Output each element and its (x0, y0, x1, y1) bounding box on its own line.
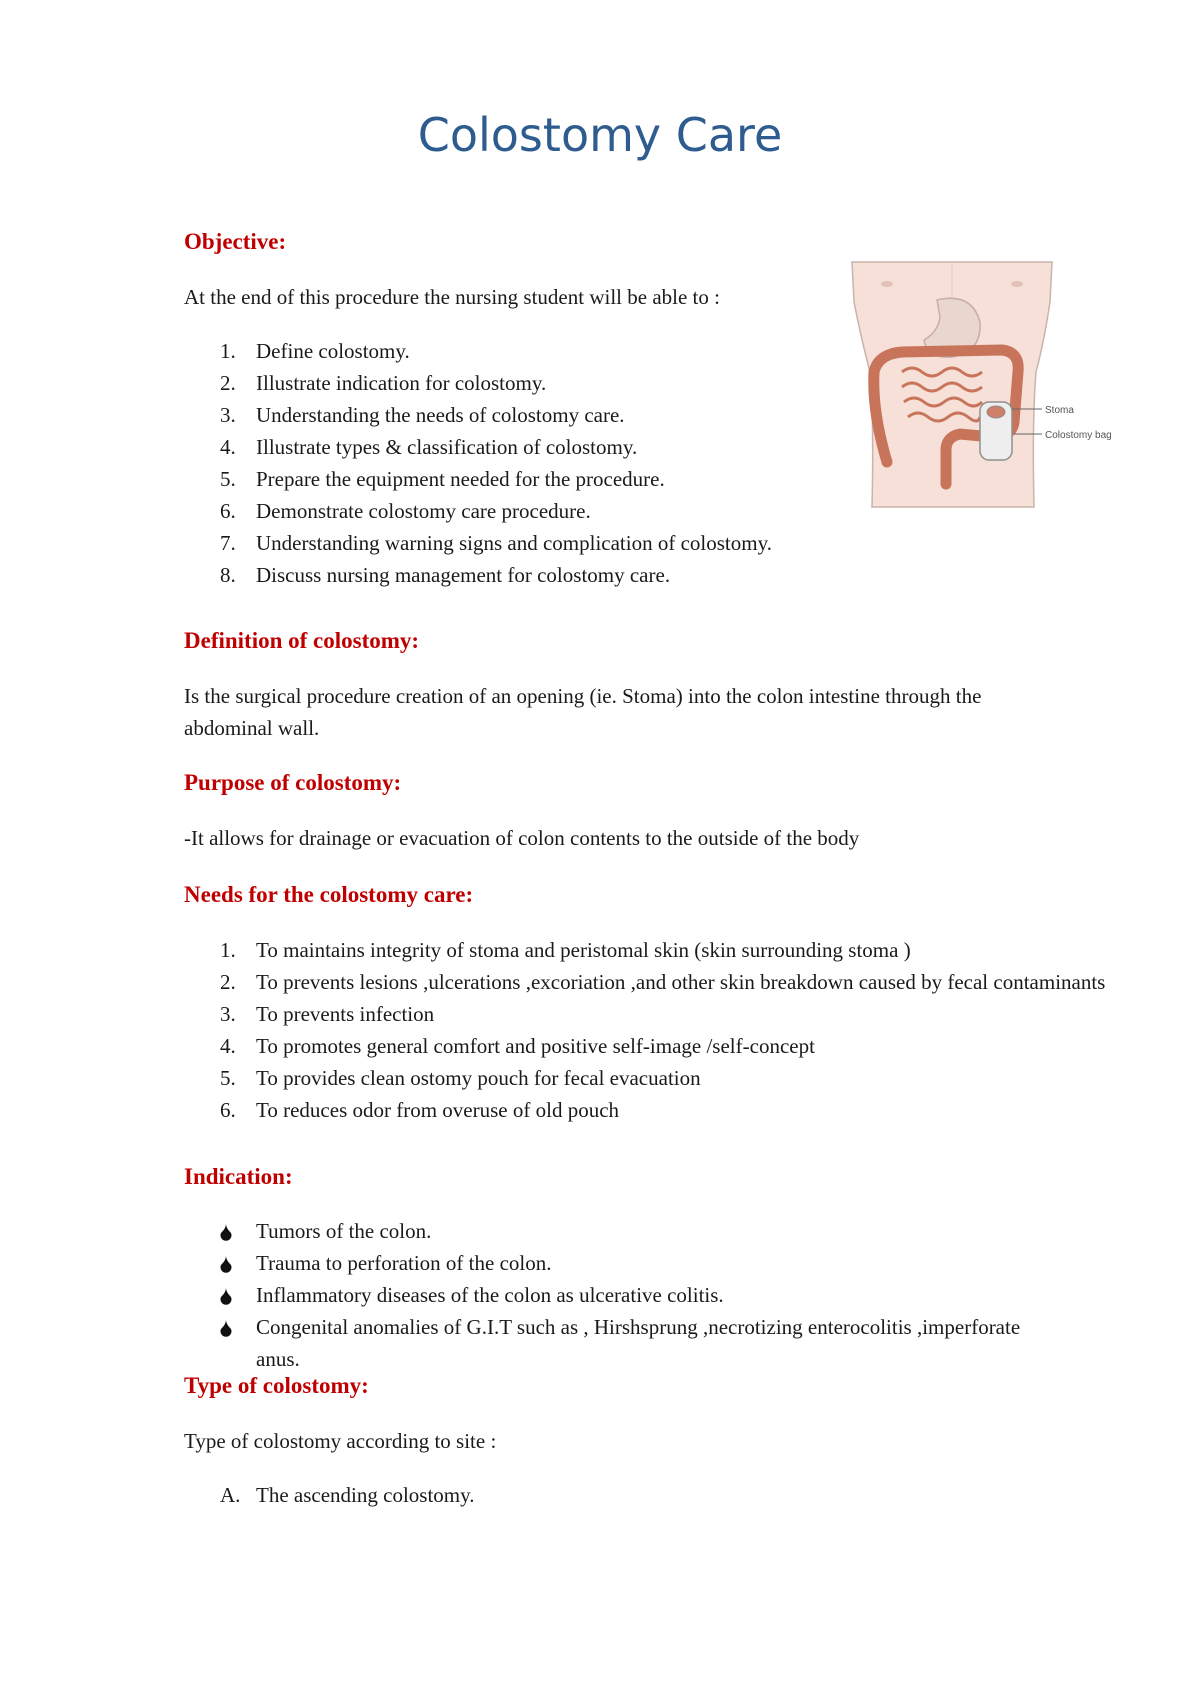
objective-list (184, 335, 772, 591)
list-item: 7. Understanding warning signs and complication of colostomy. (220, 531, 772, 555)
needs-list (184, 934, 1106, 1126)
type-intro: Type of colostomy according to site : (184, 1429, 497, 1453)
definition-heading: Definition of colostomy: (184, 628, 420, 653)
purpose-text: -It allows for drainage or evacuation of colon contents to the outside of the body (184, 826, 860, 850)
list-item: 2. Illustrate indication for colostomy. (220, 371, 547, 395)
list-item: Congenital anomalies of G.I.T such as , Hirshsprung ,necrotizing enterocolitis ,imperforate anus. (184, 1311, 1054, 1375)
stoma-shape (987, 406, 1005, 418)
colostomy-illustration (842, 262, 1112, 507)
indication-list (184, 1215, 1054, 1375)
drop-bullet-icon (219, 1224, 233, 1240)
type-heading: Type of colostomy: (184, 1373, 369, 1398)
list-item: 5. Prepare the equipment needed for the procedure. (220, 467, 665, 491)
drop-bullet-icon (219, 1288, 233, 1304)
navel-right (1011, 281, 1023, 287)
list-item: 2. To prevents lesions ,ulcerations ,excoriation ,and other skin breakdown caused by fecal contaminants (220, 970, 1106, 994)
objective-heading: Objective: (184, 229, 287, 254)
colostomy-bag-label: Colostomy bag (1045, 430, 1112, 441)
list-item: 1. Define colostomy. (220, 339, 410, 363)
indication-heading: Indication: (184, 1164, 293, 1189)
stoma-label: Stoma (1045, 405, 1074, 416)
list-item: 6. Demonstrate colostomy care procedure. (220, 499, 591, 523)
needs-heading: Needs for the colostomy care: (184, 882, 474, 907)
page-title: Colostomy Care (417, 108, 783, 162)
list-item: 1. To maintains integrity of stoma and peristomal skin (skin surrounding stoma ) (220, 938, 911, 962)
list-item: 4. Illustrate types & classification of colostomy. (220, 435, 638, 459)
list-item: Inflammatory diseases of the colon as ulcerative colitis. (184, 1279, 1054, 1311)
list-item: A. The ascending colostomy. (220, 1483, 475, 1507)
list-item: 5. To provides clean ostomy pouch for fecal evacuation (220, 1066, 701, 1090)
list-item: Trauma to perforation of the colon. (184, 1247, 1054, 1279)
list-item: Tumors of the colon. (184, 1215, 1054, 1247)
purpose-heading: Purpose of colostomy: (184, 770, 402, 795)
list-item: 3. Understanding the needs of colostomy care. (220, 403, 625, 427)
navel (881, 281, 893, 287)
list-item: 4. To promotes general comfort and positive self-image /self-concept (220, 1034, 815, 1058)
drop-bullet-icon (219, 1320, 233, 1336)
type-list (184, 1479, 475, 1511)
definition-text: Is the surgical procedure creation of an opening (ie. Stoma) into the colon intestine through the abdominal wall. (184, 684, 982, 740)
list-item: 8. Discuss nursing management for colostomy care. (220, 563, 671, 587)
list-item: 3. To prevents infection (220, 1002, 435, 1026)
list-item: 6. To reduces odor from overuse of old pouch (220, 1098, 620, 1122)
objective-intro: At the end of this procedure the nursing student will be able to : (184, 285, 720, 309)
drop-bullet-icon (219, 1256, 233, 1272)
